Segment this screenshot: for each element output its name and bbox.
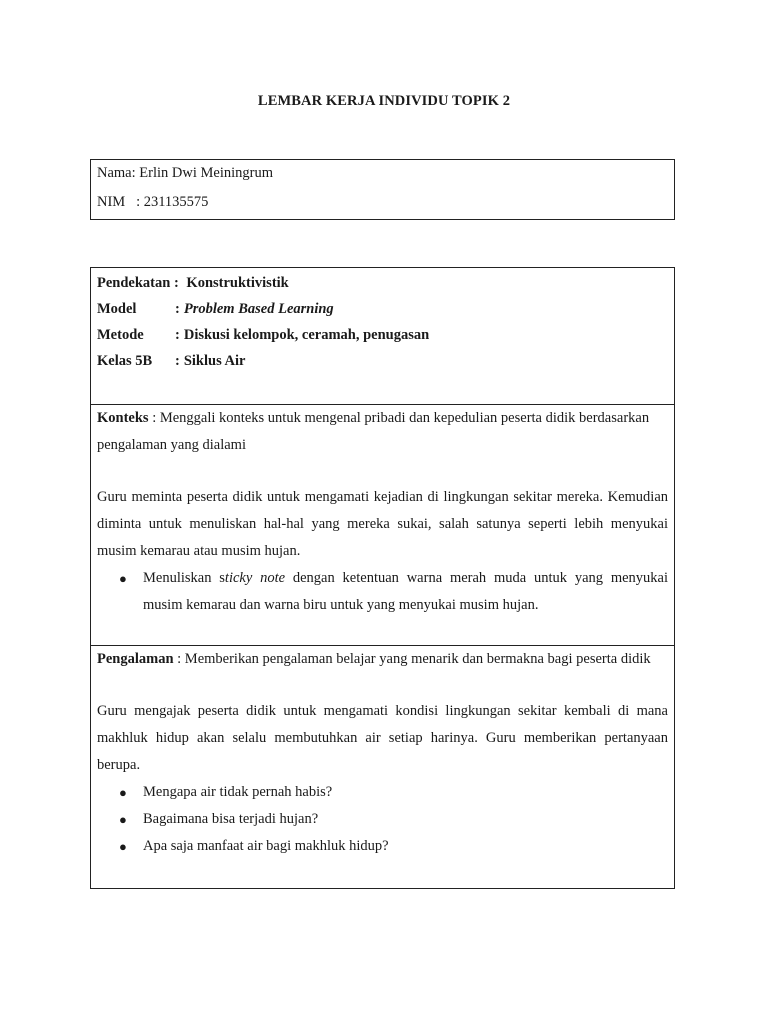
context-lead: Konteks [97, 410, 149, 426]
question-list [97, 779, 668, 860]
kelas-value: Siklus Air [183, 353, 246, 369]
context-section [91, 404, 674, 645]
pendekatan-label: Pendekatan [97, 275, 171, 291]
experience-description: : Memberikan pengalaman belajar yang menarik dan bermakna bagi peserta didik [177, 651, 651, 667]
identity-box [90, 159, 675, 220]
context-heading [97, 405, 668, 459]
bullet-icon: ● [119, 812, 127, 827]
question-text: Mengapa air tidak pernah habis? [143, 784, 333, 800]
question-text: Bagaimana bisa terjadi hujan? [143, 811, 319, 827]
kelas-label: Kelas 5B [97, 353, 153, 369]
bullet-icon: ● [119, 571, 127, 586]
lesson-table [90, 267, 675, 889]
kelas-separator: : [175, 353, 180, 369]
student-name: Nama: Erlin Dwi Meiningrum [97, 165, 273, 181]
context-description: : Menggali konteks untuk mengenal pribadi dan kepedulian peserta didik berdasarkan pengalaman yang dialami [97, 410, 650, 453]
list-item [97, 806, 668, 833]
kelas-row [97, 348, 668, 374]
model-label: Model [97, 301, 137, 317]
question-text: Apa saja manfaat air bagi makhluk hidup? [143, 838, 389, 854]
pendekatan-row [97, 270, 668, 296]
page-title: LEMBAR KERJA INDIVIDU TOPIK 2 [257, 93, 511, 109]
experience-section [91, 645, 674, 890]
model-value: Problem Based Learning [183, 301, 334, 317]
metode-row [97, 322, 668, 348]
list-item [97, 565, 668, 619]
context-paragraph: Guru meminta peserta didik untuk mengamati kejadian di lingkungan sekitar mereka. Kemudian diminta untuk menuliskan hal-hal yang mereka sukai, salah satunya seperti lebih menyukai musim kemarau atau musim hujan. [97, 489, 668, 559]
bullet-text-suffix: dengan ketentuan warna merah muda untuk yang menyukai musim kemarau dan warna biru untuk yang menyukai musim hujan. [143, 570, 668, 613]
bullet-icon: ● [119, 785, 127, 800]
experience-paragraph: Guru mengajak peserta didik untuk mengamati kondisi lingkungan sekitar kembali di mana makhluk hidup akan selalu membutuhkan air setiap harinya. Guru memberikan pertanyaan berupa. [97, 703, 668, 773]
metode-value: Diskusi kelompok, ceramah, penugasan [183, 327, 430, 343]
bullet-text-italic: ticky note [224, 570, 286, 586]
metode-separator: : [175, 327, 180, 343]
list-item [97, 779, 668, 806]
experience-heading [97, 646, 668, 673]
model-separator: : [175, 301, 180, 317]
list-item [97, 833, 668, 860]
student-nim: NIM : 231135575 [97, 194, 209, 210]
model-row [97, 296, 668, 322]
bullet-text-prefix: Menuliskan s [143, 570, 225, 586]
pendekatan-separator: : [170, 275, 183, 291]
bullet-icon: ● [119, 839, 127, 854]
pendekatan-value: Konstruktivistik [186, 275, 289, 291]
experience-lead: Pengalaman [97, 651, 174, 667]
context-bullet-list [97, 565, 668, 619]
metode-label: Metode [97, 327, 144, 343]
approach-section [91, 268, 674, 404]
